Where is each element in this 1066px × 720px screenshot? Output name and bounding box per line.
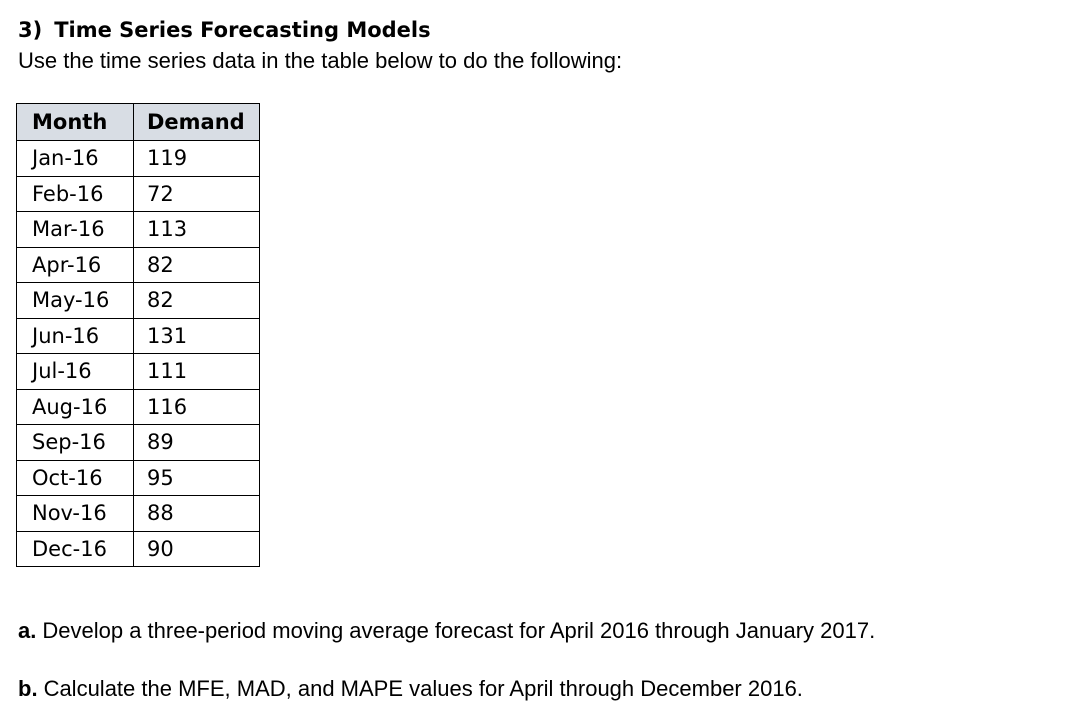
- demand-cell: 88: [134, 496, 260, 532]
- demand-table: [16, 103, 260, 567]
- month-cell: Feb-16: [17, 176, 134, 212]
- table-row: [17, 176, 260, 212]
- table-row: [17, 460, 260, 496]
- demand-cell: 111: [134, 354, 260, 390]
- table-row: [17, 141, 260, 177]
- column-header-month: Month: [17, 104, 134, 141]
- month-cell: Jul-16: [17, 354, 134, 390]
- demand-cell: 89: [134, 425, 260, 461]
- month-cell: Apr-16: [17, 247, 134, 283]
- instructions-text: Use the time series data in the table below to do the following:: [18, 48, 623, 73]
- table-row: [17, 354, 260, 390]
- demand-cell: 90: [134, 531, 260, 567]
- month-cell: Jan-16: [17, 141, 134, 177]
- question-b-text: Calculate the MFE, MAD, and MAPE values for April through December 2016.: [43, 676, 803, 701]
- table-row: [17, 425, 260, 461]
- question-b-label: b.: [18, 676, 38, 701]
- table-row: [17, 283, 260, 319]
- month-cell: Oct-16: [17, 460, 134, 496]
- table-row: [17, 496, 260, 532]
- demand-cell: 82: [134, 283, 260, 319]
- demand-cell: 131: [134, 318, 260, 354]
- demand-cell: 82: [134, 247, 260, 283]
- table-row: [17, 389, 260, 425]
- table-row: [17, 531, 260, 567]
- table-row: [17, 212, 260, 248]
- question-a-label: a.: [18, 618, 37, 643]
- demand-cell: 95: [134, 460, 260, 496]
- month-cell: Aug-16: [17, 389, 134, 425]
- month-cell: Dec-16: [17, 531, 134, 567]
- table-row: [17, 247, 260, 283]
- question-a-text: Develop a three-period moving average forecast for April 2016 through January 2017.: [42, 618, 876, 643]
- question-a: [18, 617, 875, 645]
- column-header-demand: Demand: [134, 104, 260, 141]
- month-cell: May-16: [17, 283, 134, 319]
- demand-cell: 72: [134, 176, 260, 212]
- section-title: Time Series Forecasting Models: [54, 18, 431, 42]
- month-cell: Sep-16: [17, 425, 134, 461]
- demand-cell: 116: [134, 389, 260, 425]
- question-b: [18, 675, 803, 703]
- table-row: [17, 318, 260, 354]
- section-heading: [18, 16, 431, 44]
- month-cell: Nov-16: [17, 496, 134, 532]
- demand-cell: 113: [134, 212, 260, 248]
- demand-cell: 119: [134, 141, 260, 177]
- month-cell: Jun-16: [17, 318, 134, 354]
- table-header-row: [17, 104, 260, 141]
- section-number: 3): [18, 18, 43, 42]
- month-cell: Mar-16: [17, 212, 134, 248]
